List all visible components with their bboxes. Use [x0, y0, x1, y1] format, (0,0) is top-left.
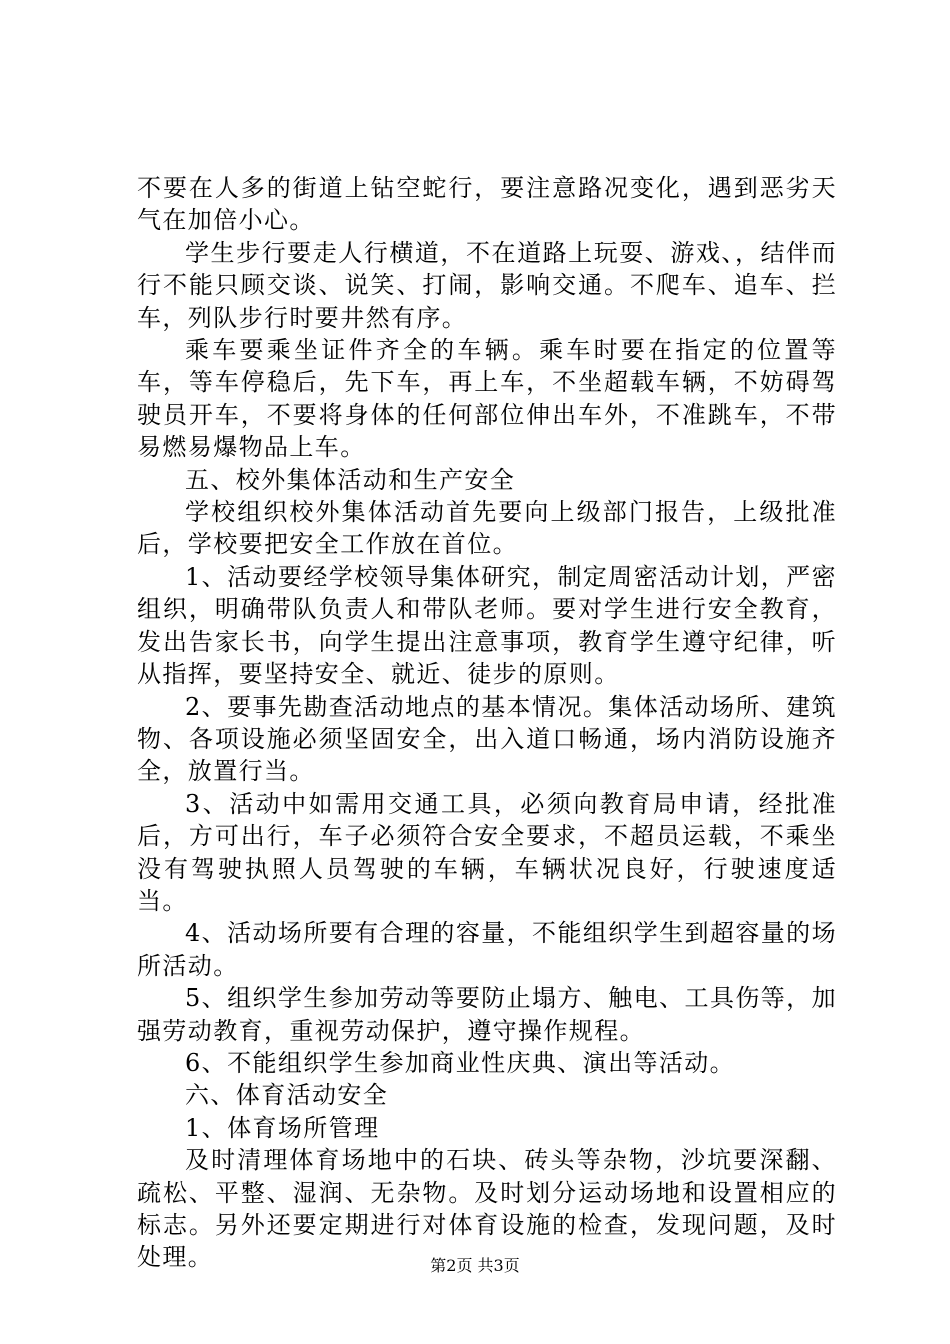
paragraph: 6、不能组织学生参加商业性庆典、演出等活动。 — [185, 1048, 736, 1077]
paragraph: 不要在人多的街道上钻空蛇行，要注意路况变化，遇到恶劣天气在加倍小心。 — [137, 174, 837, 235]
paragraph: 2、要事先勘查活动地点的基本情况。集体活动场所、建筑物、各项设施必须坚固安全，出入道口畅通，场内消防设施齐全，放置行当。 — [137, 692, 837, 786]
paragraph: 及时清理体育场地中的石块、砖头等杂物，沙坑要深翻、疏松、平整、湿润、无杂物。及时划分运动场地和设置相应的标志。另外还要定期进行对体育设施的检查，发现问题，及时处理。 — [137, 1146, 837, 1272]
paragraph: 学生步行要走人行横道，不在道路上玩耍、游戏、，结伴而行不能只顾交谈、说笑、打闹，影响交通。不爬车、追车、拦车，列队步行时要井然有序。 — [137, 238, 837, 332]
subsection-heading: 1、体育场所管理 — [185, 1113, 380, 1142]
paragraph: 4、活动场所要有合理的容量，不能组织学生到超容量的场所活动。 — [137, 919, 837, 980]
section-heading: 六、体育活动安全 — [185, 1081, 389, 1110]
paragraph: 学校组织校外集体活动首先要向上级部门报告，上级批准后，学校要把安全工作放在首位。 — [137, 498, 837, 559]
paragraph: 3、活动中如需用交通工具，必须向教育局申请，经批准后，方可出行，车子必须符合安全要求，不超员运载，不乘坐没有驾驶执照人员驾驶的车辆，车辆状况良好，行驶速度适当。 — [137, 789, 837, 915]
paragraph: 5、组织学生参加劳动等要防止塌方、触电、工具伤等，加强劳动教育，重视劳动保护，遵守操作规程。 — [137, 984, 837, 1045]
page-number-footer: 第2页 共3页 — [430, 1256, 520, 1275]
section-heading: 五、校外集体活动和生产安全 — [185, 465, 516, 494]
document-body — [137, 172, 837, 1274]
paragraph: 乘车要乘坐证件齐全的车辆。乘车时要在指定的位置等车，等车停稳后，先下车，再上车，不坐超载车辆，不妨碍驾驶员开车，不要将身体的任何部位伸出车外，不准跳车，不带易燃易爆物品上车。 — [137, 336, 837, 462]
paragraph: 1、活动要经学校领导集体研究，制定周密活动计划，严密组织，明确带队负责人和带队老师。要对学生进行安全教育，发出告家长书，向学生提出注意事项，教育学生遵守纪律，听从指挥，要坚持安全、就近、徒步的原则。 — [137, 562, 837, 689]
